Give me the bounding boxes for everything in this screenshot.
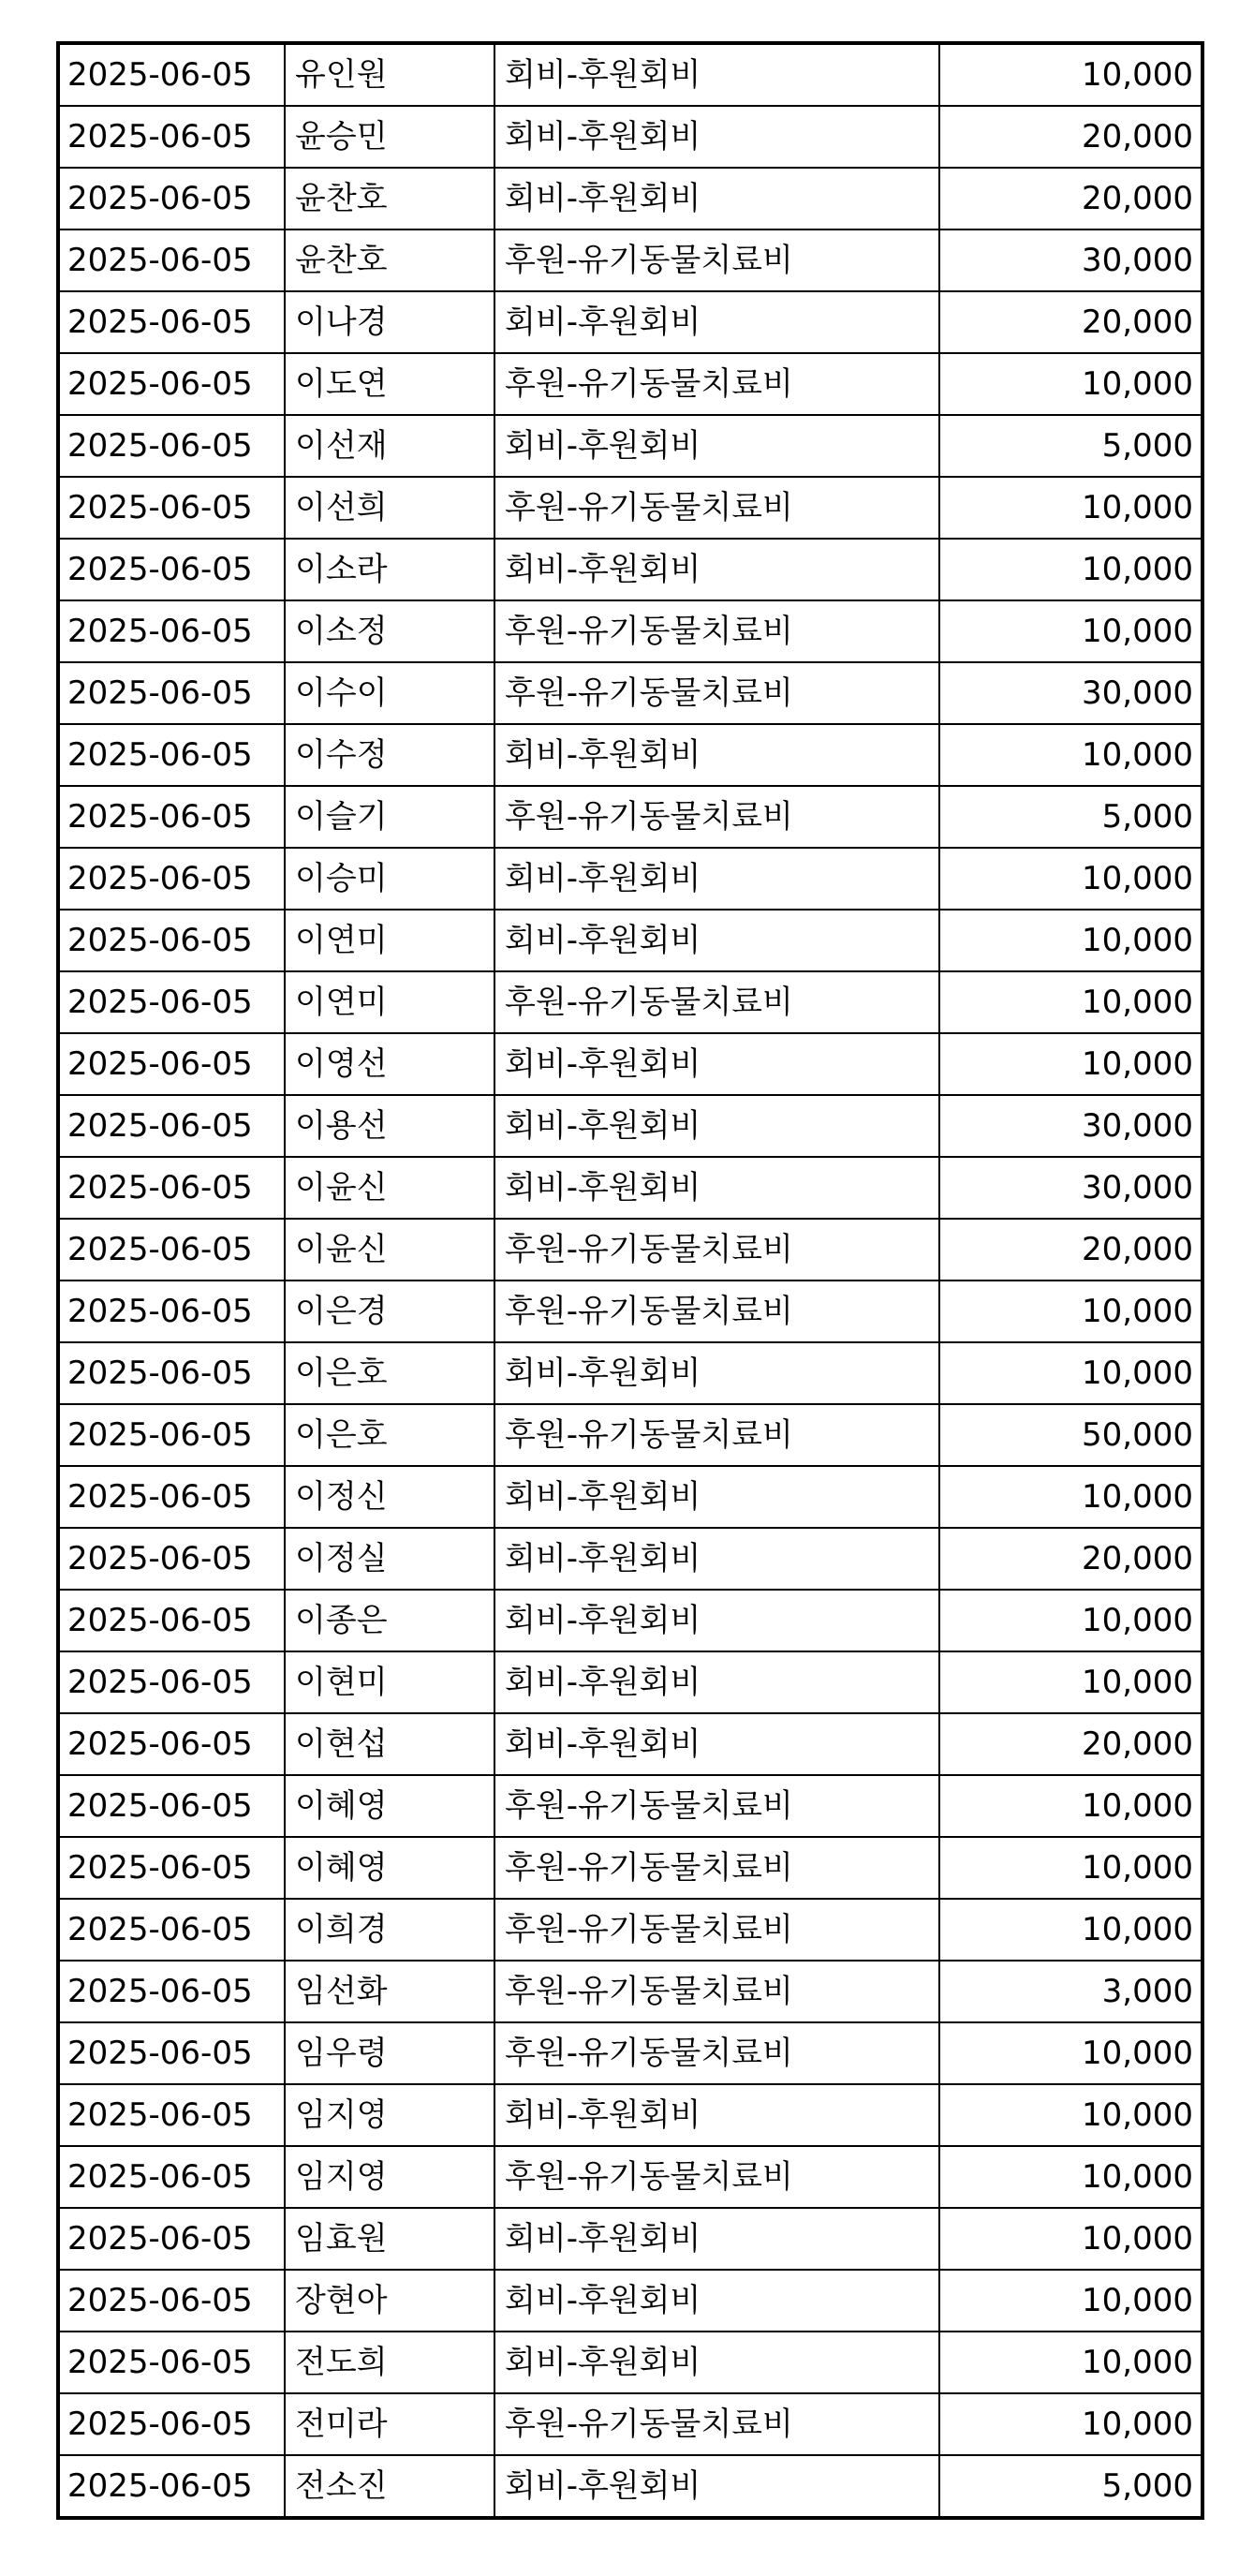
table-row [58,2208,1202,2270]
category-cell: 회비-후원회비 [494,910,939,971]
amount-cell: 10,000 [939,1837,1202,1899]
donor-name-cell: 이선희 [285,477,494,539]
date-cell: 2025-06-05 [58,2208,285,2270]
donor-name-cell: 전소진 [285,2455,494,2518]
date-cell: 2025-06-05 [58,1899,285,1961]
table-row [58,106,1202,168]
date-cell: 2025-06-05 [58,1713,285,1775]
date-cell: 2025-06-05 [58,1157,285,1219]
amount-cell: 10,000 [939,1775,1202,1837]
donor-name-cell: 이은호 [285,1342,494,1404]
table-row [58,415,1202,477]
date-cell: 2025-06-05 [58,1775,285,1837]
table-row [58,1095,1202,1157]
date-cell: 2025-06-05 [58,1404,285,1466]
category-cell: 후원-유기동물치료비 [494,2393,939,2455]
table-row [58,1033,1202,1095]
donor-name-cell: 이수정 [285,724,494,786]
amount-cell: 10,000 [939,43,1202,106]
category-cell: 회비-후원회비 [494,848,939,910]
donor-name-cell: 이영선 [285,1033,494,1095]
table-row [58,1713,1202,1775]
amount-cell: 20,000 [939,291,1202,353]
category-cell: 후원-유기동물치료비 [494,2022,939,2084]
amount-cell: 10,000 [939,1466,1202,1528]
table-row [58,2455,1202,2518]
amount-cell: 10,000 [939,1899,1202,1961]
donor-name-cell: 임우령 [285,2022,494,2084]
donor-name-cell: 이종은 [285,1590,494,1651]
date-cell: 2025-06-05 [58,2455,285,2518]
amount-cell: 20,000 [939,1219,1202,1281]
table-row [58,1342,1202,1404]
date-cell: 2025-06-05 [58,229,285,291]
table-row [58,848,1202,910]
amount-cell: 10,000 [939,2084,1202,2146]
category-cell: 회비-후원회비 [494,168,939,229]
amount-cell: 30,000 [939,1095,1202,1157]
amount-cell: 10,000 [939,1590,1202,1651]
amount-cell: 10,000 [939,848,1202,910]
table-row [58,1404,1202,1466]
category-cell: 회비-후원회비 [494,1590,939,1651]
category-cell: 회비-후원회비 [494,291,939,353]
donor-name-cell: 이현미 [285,1651,494,1713]
donor-name-cell: 유인원 [285,43,494,106]
table-row [58,1466,1202,1528]
amount-cell: 10,000 [939,2393,1202,2455]
table-row [58,2393,1202,2455]
amount-cell: 50,000 [939,1404,1202,1466]
date-cell: 2025-06-05 [58,786,285,848]
category-cell: 회비-후원회비 [494,2270,939,2332]
amount-cell: 5,000 [939,786,1202,848]
donor-name-cell: 임선화 [285,1961,494,2022]
amount-cell: 10,000 [939,2208,1202,2270]
date-cell: 2025-06-05 [58,2084,285,2146]
donor-name-cell: 이슬기 [285,786,494,848]
donor-name-cell: 임지영 [285,2146,494,2208]
donor-name-cell: 임효원 [285,2208,494,2270]
amount-cell: 10,000 [939,971,1202,1033]
donor-name-cell: 이승미 [285,848,494,910]
table-row [58,2084,1202,2146]
category-cell: 회비-후원회비 [494,415,939,477]
donor-name-cell: 이나경 [285,291,494,353]
table-row [58,1219,1202,1281]
amount-cell: 30,000 [939,1157,1202,1219]
table-row [58,971,1202,1033]
date-cell: 2025-06-05 [58,2146,285,2208]
category-cell: 회비-후원회비 [494,1466,939,1528]
date-cell: 2025-06-05 [58,1033,285,1095]
donor-name-cell: 이정실 [285,1528,494,1590]
donor-name-cell: 이소정 [285,600,494,662]
amount-cell: 10,000 [939,353,1202,415]
date-cell: 2025-06-05 [58,353,285,415]
date-cell: 2025-06-05 [58,1281,285,1342]
amount-cell: 10,000 [939,1033,1202,1095]
amount-cell: 10,000 [939,539,1202,600]
donor-name-cell: 장현아 [285,2270,494,2332]
category-cell: 회비-후원회비 [494,1342,939,1404]
category-cell: 후원-유기동물치료비 [494,600,939,662]
category-cell: 회비-후원회비 [494,724,939,786]
category-cell: 회비-후원회비 [494,1157,939,1219]
donor-name-cell: 전도희 [285,2332,494,2393]
table-row [58,229,1202,291]
amount-cell: 20,000 [939,1528,1202,1590]
donor-name-cell: 윤찬호 [285,229,494,291]
table-row [58,477,1202,539]
donor-name-cell: 윤승민 [285,106,494,168]
date-cell: 2025-06-05 [58,1651,285,1713]
table-row [58,1775,1202,1837]
date-cell: 2025-06-05 [58,1528,285,1590]
amount-cell: 10,000 [939,2270,1202,2332]
donor-name-cell: 이도연 [285,353,494,415]
category-cell: 후원-유기동물치료비 [494,662,939,724]
donor-name-cell: 임지영 [285,2084,494,2146]
donor-name-cell: 이혜영 [285,1775,494,1837]
amount-cell: 3,000 [939,1961,1202,2022]
donor-name-cell: 이선재 [285,415,494,477]
donor-name-cell: 이정신 [285,1466,494,1528]
category-cell: 회비-후원회비 [494,43,939,106]
table-row [58,600,1202,662]
category-cell: 후원-유기동물치료비 [494,229,939,291]
category-cell: 회비-후원회비 [494,2084,939,2146]
amount-cell: 10,000 [939,600,1202,662]
donor-name-cell: 이은호 [285,1404,494,1466]
date-cell: 2025-06-05 [58,1961,285,2022]
category-cell: 회비-후원회비 [494,2208,939,2270]
table-row [58,353,1202,415]
table-row [58,2332,1202,2393]
date-cell: 2025-06-05 [58,2393,285,2455]
table-row [58,2022,1202,2084]
date-cell: 2025-06-05 [58,2270,285,2332]
date-cell: 2025-06-05 [58,848,285,910]
table-row [58,539,1202,600]
category-cell: 회비-후원회비 [494,1033,939,1095]
date-cell: 2025-06-05 [58,1219,285,1281]
date-cell: 2025-06-05 [58,291,285,353]
date-cell: 2025-06-05 [58,971,285,1033]
table-row [58,724,1202,786]
amount-cell: 30,000 [939,229,1202,291]
amount-cell: 10,000 [939,1281,1202,1342]
donor-name-cell: 이용선 [285,1095,494,1157]
amount-cell: 10,000 [939,2022,1202,2084]
category-cell: 회비-후원회비 [494,2455,939,2518]
category-cell: 후원-유기동물치료비 [494,786,939,848]
date-cell: 2025-06-05 [58,1837,285,1899]
donor-name-cell: 윤찬호 [285,168,494,229]
table-row [58,1528,1202,1590]
amount-cell: 10,000 [939,2332,1202,2393]
amount-cell: 10,000 [939,477,1202,539]
category-cell: 회비-후원회비 [494,539,939,600]
donor-name-cell: 이연미 [285,910,494,971]
table-row [58,1590,1202,1651]
date-cell: 2025-06-05 [58,1590,285,1651]
amount-cell: 10,000 [939,2146,1202,2208]
donor-name-cell: 이현섭 [285,1713,494,1775]
amount-cell: 10,000 [939,910,1202,971]
category-cell: 후원-유기동물치료비 [494,477,939,539]
category-cell: 회비-후원회비 [494,1651,939,1713]
amount-cell: 20,000 [939,168,1202,229]
donation-ledger-table [56,41,1204,2520]
table-row [58,43,1202,106]
date-cell: 2025-06-05 [58,1466,285,1528]
category-cell: 후원-유기동물치료비 [494,1281,939,1342]
donor-name-cell: 이소라 [285,539,494,600]
table-row [58,1281,1202,1342]
table-row [58,291,1202,353]
date-cell: 2025-06-05 [58,662,285,724]
ledger-body [58,43,1202,2518]
donor-name-cell: 이은경 [285,1281,494,1342]
category-cell: 회비-후원회비 [494,106,939,168]
amount-cell: 20,000 [939,1713,1202,1775]
table-row [58,168,1202,229]
date-cell: 2025-06-05 [58,1095,285,1157]
amount-cell: 10,000 [939,724,1202,786]
date-cell: 2025-06-05 [58,724,285,786]
category-cell: 후원-유기동물치료비 [494,2146,939,2208]
donor-name-cell: 이연미 [285,971,494,1033]
donor-name-cell: 이희경 [285,1899,494,1961]
donor-name-cell: 이윤신 [285,1219,494,1281]
date-cell: 2025-06-05 [58,43,285,106]
amount-cell: 10,000 [939,1342,1202,1404]
date-cell: 2025-06-05 [58,910,285,971]
date-cell: 2025-06-05 [58,1342,285,1404]
date-cell: 2025-06-05 [58,2022,285,2084]
category-cell: 회비-후원회비 [494,2332,939,2393]
date-cell: 2025-06-05 [58,415,285,477]
amount-cell: 30,000 [939,662,1202,724]
category-cell: 후원-유기동물치료비 [494,1219,939,1281]
category-cell: 후원-유기동물치료비 [494,353,939,415]
amount-cell: 10,000 [939,1651,1202,1713]
donor-name-cell: 이윤신 [285,1157,494,1219]
category-cell: 회비-후원회비 [494,1713,939,1775]
table-row [58,2270,1202,2332]
category-cell: 후원-유기동물치료비 [494,1961,939,2022]
category-cell: 후원-유기동물치료비 [494,1775,939,1837]
table-row [58,1961,1202,2022]
table-row [58,910,1202,971]
category-cell: 회비-후원회비 [494,1528,939,1590]
donor-name-cell: 전미라 [285,2393,494,2455]
date-cell: 2025-06-05 [58,2332,285,2393]
table-row [58,1651,1202,1713]
category-cell: 회비-후원회비 [494,1095,939,1157]
date-cell: 2025-06-05 [58,168,285,229]
category-cell: 후원-유기동물치료비 [494,971,939,1033]
date-cell: 2025-06-05 [58,106,285,168]
table-row [58,2146,1202,2208]
amount-cell: 20,000 [939,106,1202,168]
donor-name-cell: 이혜영 [285,1837,494,1899]
amount-cell: 5,000 [939,415,1202,477]
donor-name-cell: 이수이 [285,662,494,724]
category-cell: 후원-유기동물치료비 [494,1837,939,1899]
table-row [58,1899,1202,1961]
table-row [58,1837,1202,1899]
date-cell: 2025-06-05 [58,600,285,662]
date-cell: 2025-06-05 [58,539,285,600]
category-cell: 후원-유기동물치료비 [494,1404,939,1466]
date-cell: 2025-06-05 [58,477,285,539]
table-row [58,786,1202,848]
table-row [58,1157,1202,1219]
table-row [58,662,1202,724]
category-cell: 후원-유기동물치료비 [494,1899,939,1961]
amount-cell: 5,000 [939,2455,1202,2518]
